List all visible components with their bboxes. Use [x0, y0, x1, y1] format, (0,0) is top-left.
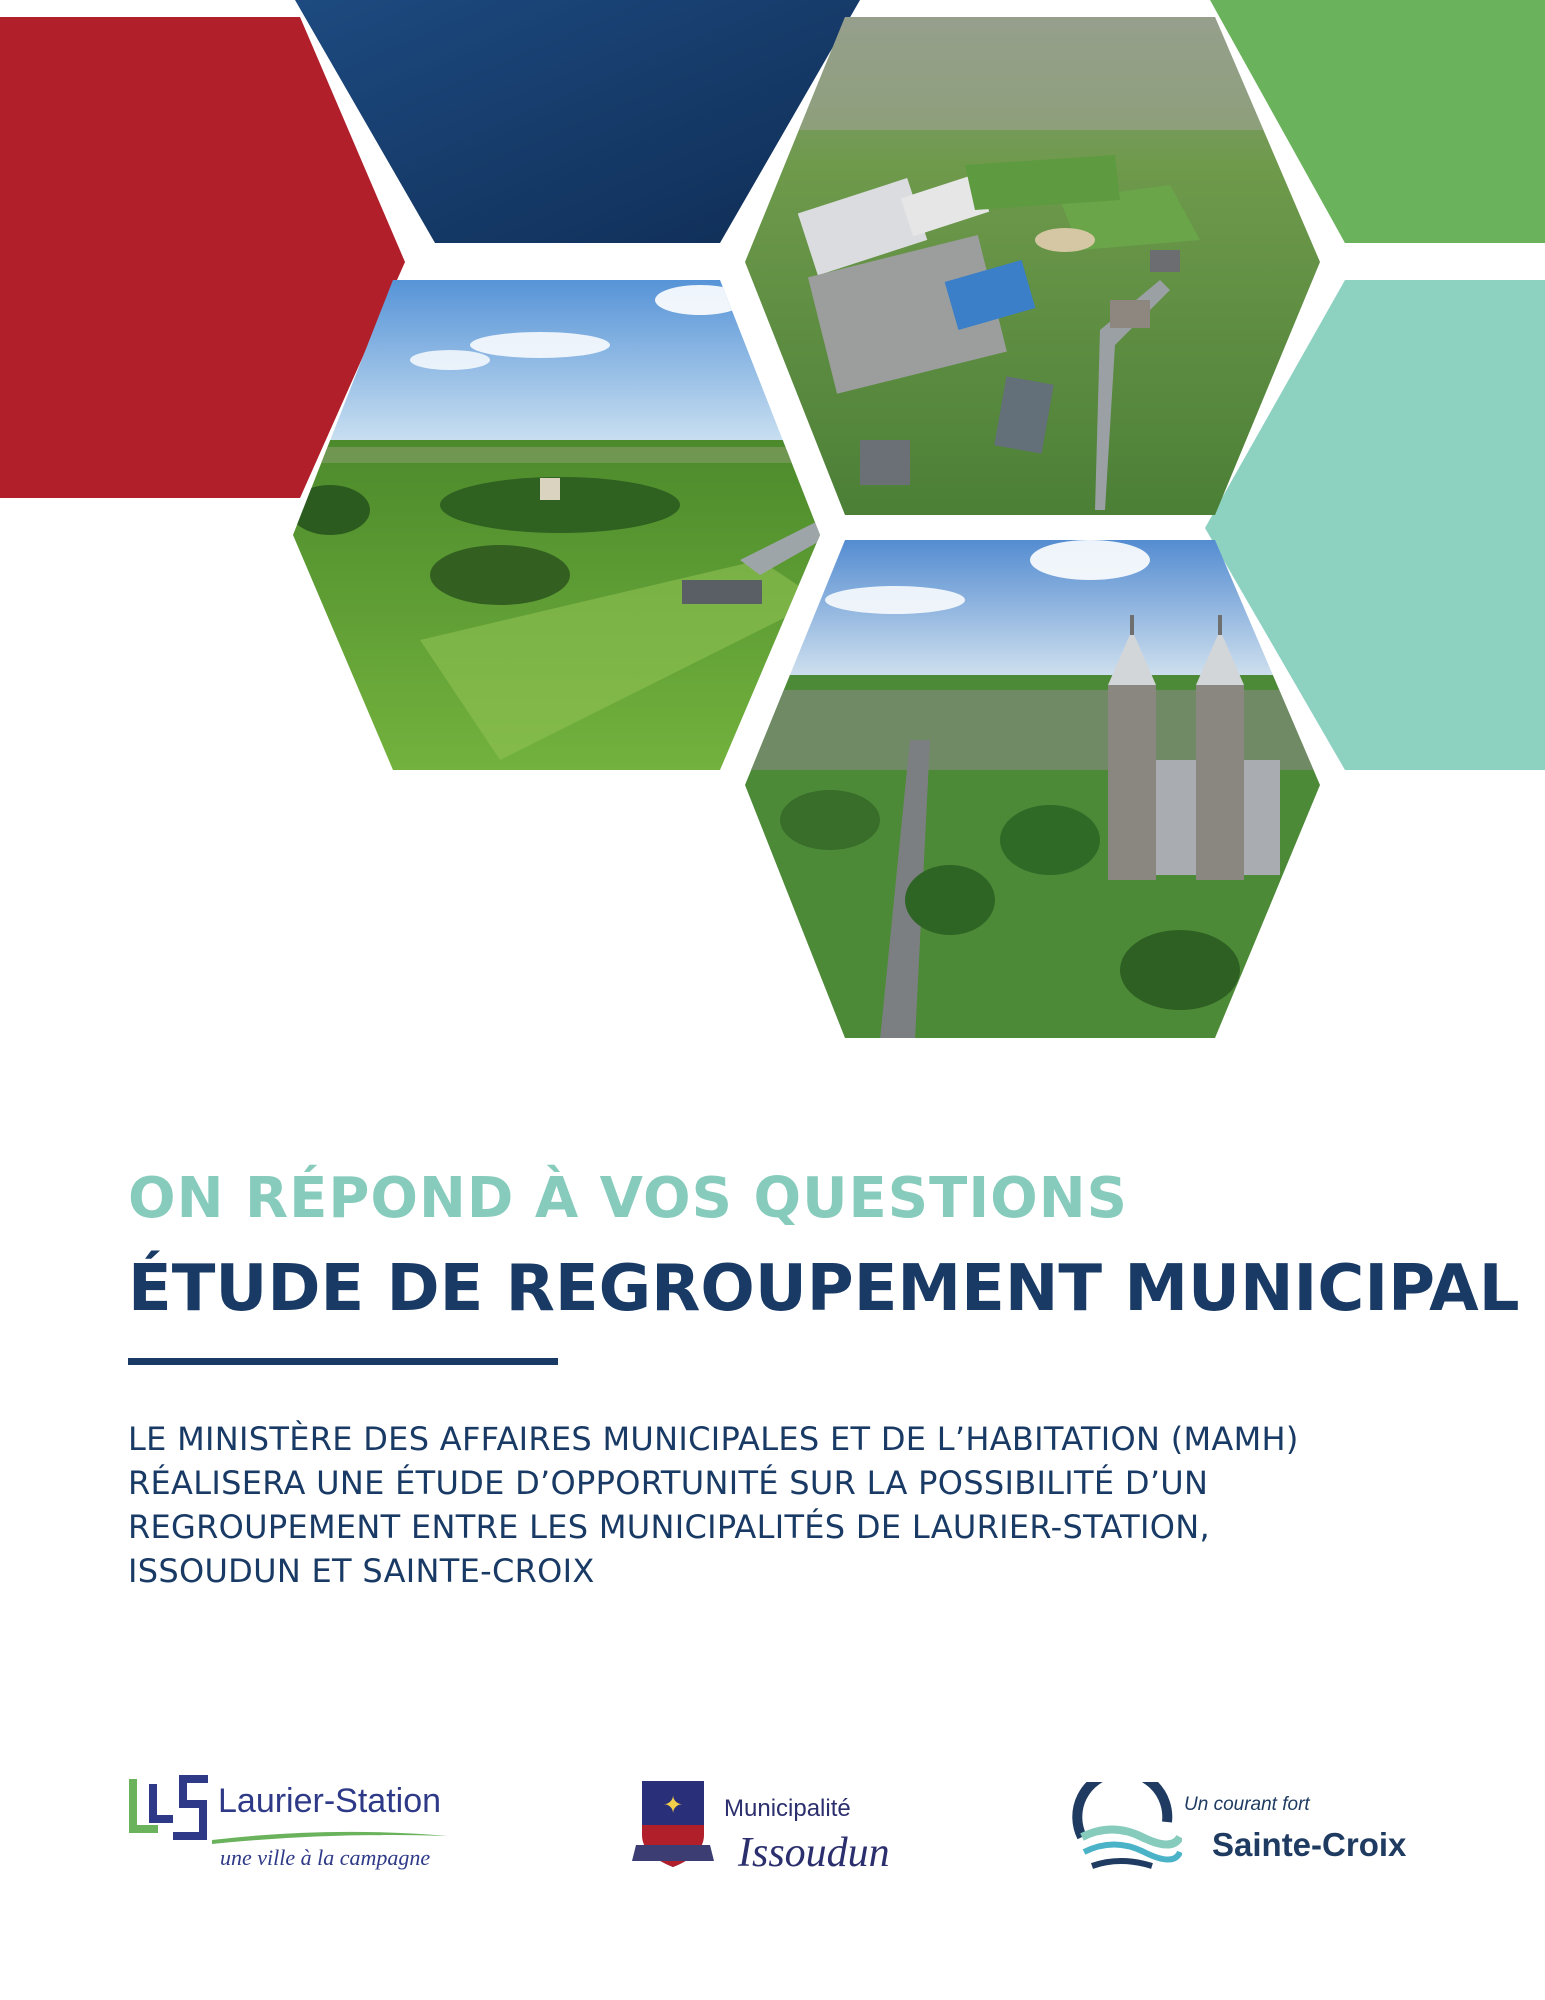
laurier-station-logo: [128, 1760, 488, 1880]
photo-town-aerial: [740, 10, 1330, 520]
sainte-croix-wave-icon: [1072, 1782, 1182, 1882]
photo-church: [740, 530, 1330, 1045]
issoudun-name: Issoudun: [738, 1830, 890, 1876]
title-underline: [128, 1358, 558, 1365]
description-line: LE MINISTÈRE DES AFFAIRES MUNICIPALES ET DE L’HABITATION (MAMH): [128, 1420, 1299, 1458]
laurier-swoosh-icon: [210, 1826, 450, 1846]
page-title: ÉTUDE DE REGROUPEMENT MUNICIPAL: [128, 1252, 1520, 1326]
kicker-heading: ON RÉPOND À VOS QUESTIONS: [128, 1166, 1128, 1231]
svg-text:✦: ✦: [662, 1791, 684, 1819]
issoudun-logo: [632, 1775, 952, 1880]
laurier-station-emblem-icon: [128, 1774, 218, 1854]
issoudun-prefix: Municipalité: [724, 1795, 851, 1822]
laurier-station-tagline: une ville à la campagne: [220, 1845, 431, 1870]
laurier-station-name: Laurier-Station: [218, 1782, 442, 1820]
heading-block: [128, 1160, 1520, 1593]
sainte-croix-logo: [1072, 1782, 1432, 1882]
description-line: RÉALISERA UNE ÉTUDE D’OPPORTUNITÉ SUR LA POSSIBILITÉ D’UN: [128, 1464, 1209, 1502]
description: [128, 1417, 1428, 1593]
sainte-croix-tagline: Un courant fort: [1184, 1794, 1310, 1815]
sainte-croix-name: Sainte-Croix: [1212, 1826, 1407, 1863]
issoudun-coat-of-arms-icon: [632, 1775, 714, 1875]
description-line: ISSOUDUN ET SAINTE-CROIX: [128, 1552, 595, 1590]
description-line: REGROUPEMENT ENTRE LES MUNICIPALITÉS DE LAURIER-STATION,: [128, 1508, 1210, 1546]
